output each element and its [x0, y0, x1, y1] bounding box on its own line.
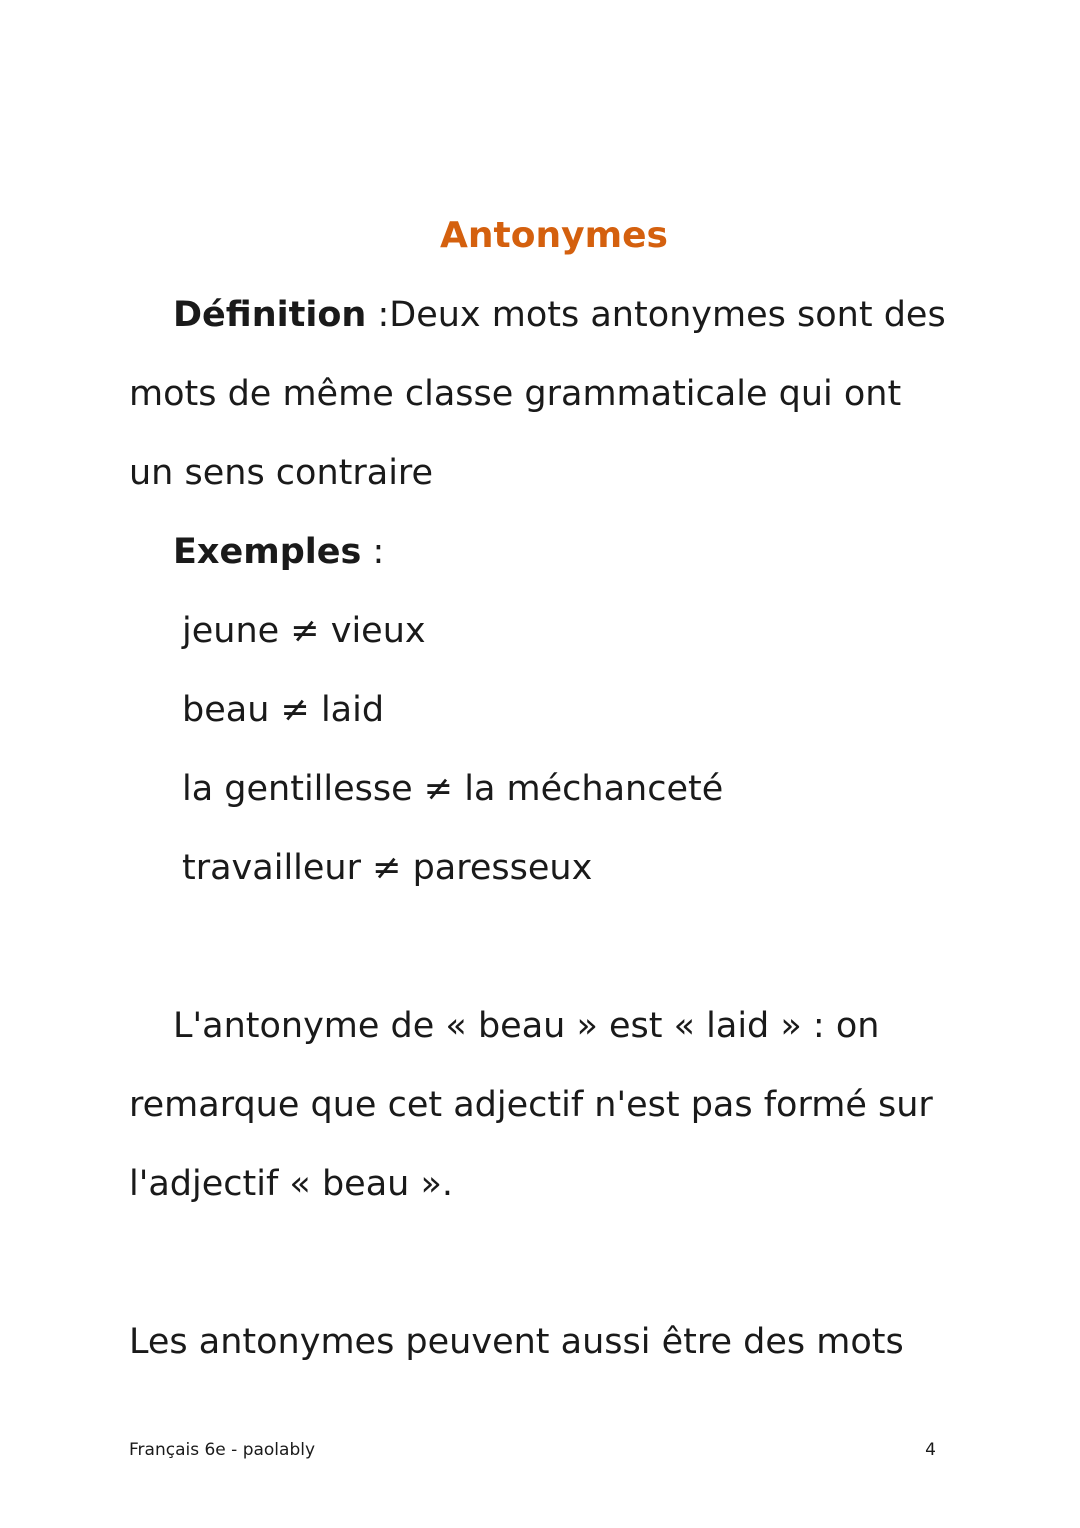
- example-item-2: beau ≠ laid: [182, 690, 385, 730]
- page-title: Antonymes: [440, 215, 668, 256]
- example-item-3: la gentillesse ≠ la méchanceté: [182, 769, 724, 809]
- remark-line-1: L'antonyme de « beau » est « laid » : on: [173, 1006, 880, 1046]
- remark-line-2: remarque que cet adjectif n'est pas formé sur: [129, 1085, 933, 1125]
- definition-label: Définition: [173, 295, 367, 335]
- examples-label: Exemples: [173, 532, 362, 572]
- definition-text-1: :Deux mots antonymes sont des: [366, 295, 946, 335]
- example-item-1: jeune ≠ vieux: [182, 611, 426, 651]
- footer-page-number: 4: [925, 1440, 936, 1460]
- definition-line-3: un sens contraire: [129, 453, 434, 493]
- examples-label-suffix: :: [361, 532, 385, 572]
- definition-line-2: mots de même classe grammaticale qui ont: [129, 374, 902, 414]
- definition-line-1: [173, 287, 946, 343]
- examples-heading: [173, 524, 384, 580]
- continuation-line-1: Les antonymes peuvent aussi être des mots: [129, 1322, 904, 1362]
- remark-line-3: l'adjectif « beau ».: [129, 1164, 453, 1204]
- example-item-4: travailleur ≠ paresseux: [182, 848, 593, 888]
- footer-source: Français 6e - paolably: [129, 1440, 316, 1460]
